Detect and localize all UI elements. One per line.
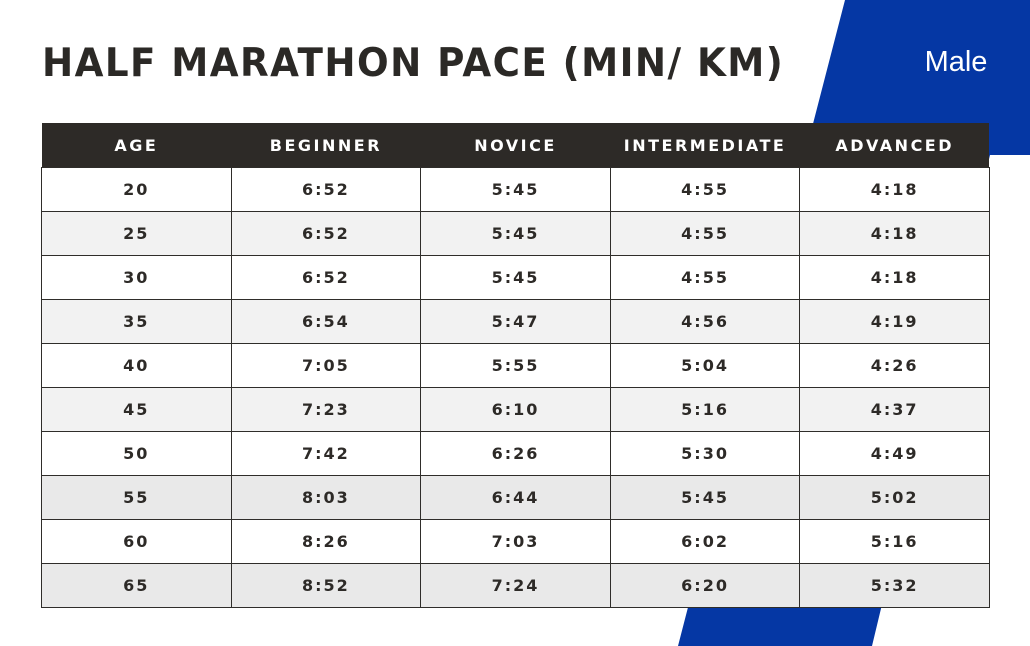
beginner-pace-cell: 6:54 [231,300,421,344]
beginner-pace-cell: 7:42 [231,432,421,476]
novice-pace-cell: 6:10 [421,388,611,432]
table-row [42,564,990,608]
novice-pace-cell: 7:03 [421,520,611,564]
column-header-intermediate: INTERMEDIATE [610,123,800,168]
advanced-pace-cell: 5:32 [800,564,990,608]
advanced-pace-cell: 4:19 [800,300,990,344]
beginner-pace-cell: 8:03 [231,476,421,520]
intermediate-pace-cell: 6:02 [610,520,800,564]
age-cell: 30 [42,256,232,300]
age-cell: 20 [42,168,232,212]
advanced-pace-cell: 4:49 [800,432,990,476]
beginner-pace-cell: 8:52 [231,564,421,608]
intermediate-pace-cell: 5:16 [610,388,800,432]
intermediate-pace-cell: 5:04 [610,344,800,388]
novice-pace-cell: 5:45 [421,212,611,256]
age-cell: 40 [42,344,232,388]
intermediate-pace-cell: 4:56 [610,300,800,344]
age-cell: 25 [42,212,232,256]
intermediate-pace-cell: 4:55 [610,212,800,256]
table-row [42,520,990,564]
novice-pace-cell: 7:24 [421,564,611,608]
advanced-pace-cell: 4:37 [800,388,990,432]
beginner-pace-cell: 7:23 [231,388,421,432]
beginner-pace-cell: 8:26 [231,520,421,564]
novice-pace-cell: 6:26 [421,432,611,476]
page-title: HALF MARATHON PACE (MIN/ KM) [42,41,785,86]
age-cell: 45 [42,388,232,432]
intermediate-pace-cell: 4:55 [610,256,800,300]
advanced-pace-cell: 4:18 [800,256,990,300]
column-header-beginner: BEGINNER [231,123,421,168]
novice-pace-cell: 5:45 [421,256,611,300]
beginner-pace-cell: 6:52 [231,212,421,256]
age-cell: 65 [42,564,232,608]
age-cell: 35 [42,300,232,344]
table-body [42,168,990,608]
table-row [42,476,990,520]
advanced-pace-cell: 4:18 [800,168,990,212]
novice-pace-cell: 5:55 [421,344,611,388]
beginner-pace-cell: 6:52 [231,168,421,212]
novice-pace-cell: 6:44 [421,476,611,520]
table-header [42,123,990,168]
gender-label: Male [924,46,988,78]
advanced-pace-cell: 5:16 [800,520,990,564]
column-header-novice: NOVICE [421,123,611,168]
intermediate-pace-cell: 5:30 [610,432,800,476]
advanced-pace-cell: 4:26 [800,344,990,388]
table-row [42,168,990,212]
advanced-pace-cell: 5:02 [800,476,990,520]
novice-pace-cell: 5:47 [421,300,611,344]
column-header-age: AGE [42,123,232,168]
pace-table [41,123,990,608]
intermediate-pace-cell: 4:55 [610,168,800,212]
table-row [42,212,990,256]
intermediate-pace-cell: 6:20 [610,564,800,608]
column-header-advanced: ADVANCED [800,123,990,168]
age-cell: 50 [42,432,232,476]
age-cell: 55 [42,476,232,520]
age-cell: 60 [42,520,232,564]
intermediate-pace-cell: 5:45 [610,476,800,520]
beginner-pace-cell: 7:05 [231,344,421,388]
beginner-pace-cell: 6:52 [231,256,421,300]
advanced-pace-cell: 4:18 [800,212,990,256]
header-row [42,123,990,168]
table-row [42,256,990,300]
novice-pace-cell: 5:45 [421,168,611,212]
table-row [42,388,990,432]
table-row [42,344,990,388]
table-row [42,432,990,476]
table-row [42,300,990,344]
